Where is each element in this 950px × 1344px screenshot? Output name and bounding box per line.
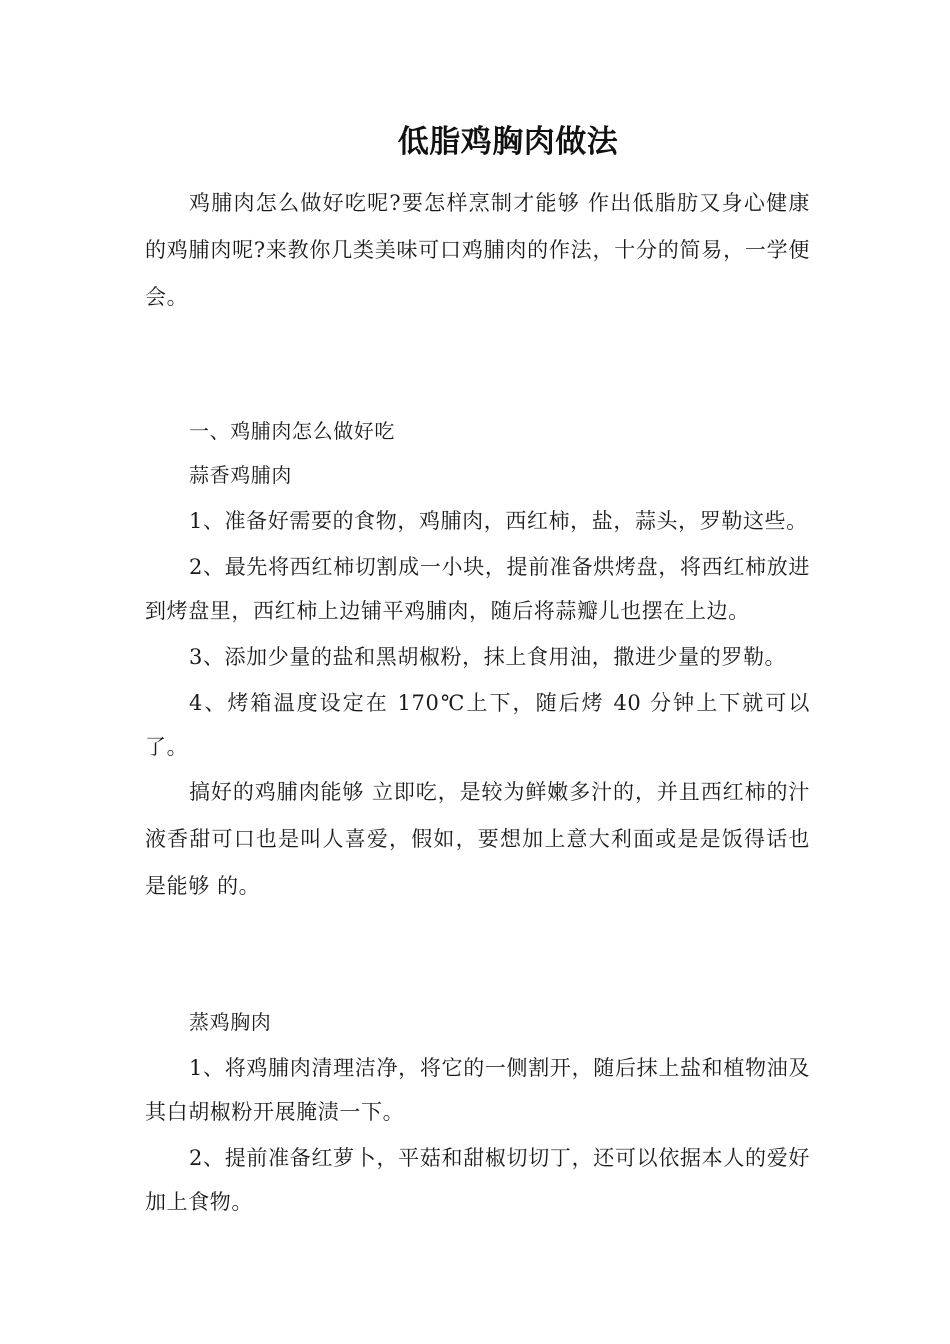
document-body <box>145 180 810 1224</box>
recipe-name-steamed-chicken: 蒸鸡胸肉 <box>189 1010 272 1034</box>
spacer <box>145 321 810 409</box>
step-paragraph: 1、准备好需要的食物，鸡脯肉，西红柿，盐，蒜头，罗勒这些。 <box>189 509 808 533</box>
step-paragraph: 3、添加少量的盐和黑胡椒粉，抹上食用油，撒进少量的罗勒。 <box>189 645 787 669</box>
closing-paragraph: 搞好的鸡脯肉能够 立即吃，是较为鲜嫩多汁的，并且西红柿的汁液香甜可口也是叫人喜爱，假如，要想加上意大利面或是是饭得话也是能够 的。 <box>145 780 810 898</box>
step-paragraph: 2、提前准备红萝卜，平菇和甜椒切切丁，还可以依据本人的爱好加上食物。 <box>145 1146 810 1214</box>
spacer <box>145 910 810 1000</box>
intro-paragraph: 鸡脯肉怎么做好吃呢?要怎样烹制才能够 作出低脂肪又身心健康的鸡脯肉呢?来教你几类美味可口鸡脯肉的作法，十分的简易，一学便会。 <box>145 191 810 309</box>
document-title: 低脂鸡胸肉做法 <box>397 124 619 160</box>
section-heading: 一、鸡脯肉怎么做好吃 <box>189 419 395 443</box>
step-paragraph: 2、最先将西红柿切割成一小块，提前准备烘烤盘，将西红柿放进到烤盘里，西红柿上边铺平鸡脯肉，随后将蒜瓣儿也摆在上边。 <box>145 555 810 623</box>
step-paragraph: 4、烤箱温度设定在 170℃上下，随后烤 40 分钟上下就可以了。 <box>145 691 810 759</box>
step-paragraph: 1、将鸡脯肉清理洁净，将它的一侧割开，随后抹上盐和植物油及其白胡椒粉开展腌渍一下。 <box>145 1056 810 1124</box>
recipe-name-garlic-chicken: 蒜香鸡脯肉 <box>189 463 292 487</box>
